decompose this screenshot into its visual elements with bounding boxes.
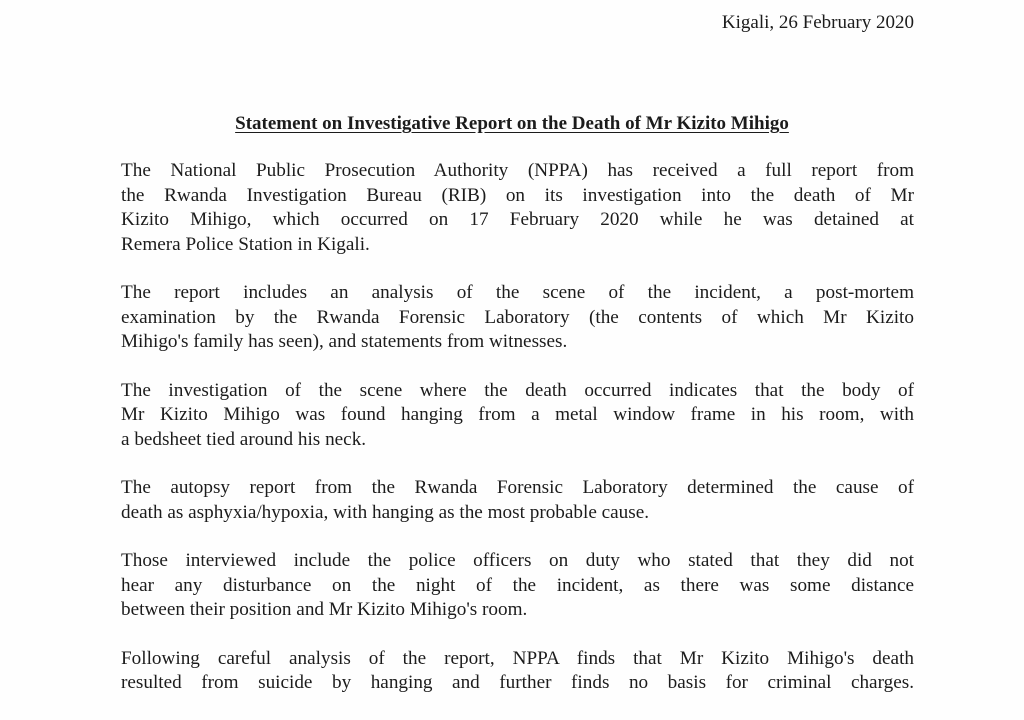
- text-line: the Rwanda Investigation Bureau (RIB) on its investigation into the death of Mr: [121, 184, 914, 206]
- text-line: resulted from suicide by hanging and further finds no basis for criminal charges.: [121, 672, 914, 693]
- paragraph-receipt: [121, 159, 914, 257]
- text-line: The National Public Prosecution Authority (NPPA) has received a full report from: [121, 160, 914, 181]
- paragraph-autopsy: [121, 476, 914, 525]
- text-line: The investigation of the scene where the death occurred indicates that the body of: [121, 379, 914, 401]
- text-line: Mr Kizito Mihigo was found hanging from a metal window frame in his room, with: [121, 404, 914, 425]
- text-line: death as asphyxia/hypoxia, with hanging as the most probable cause.: [121, 501, 650, 523]
- dateline: Kigali, 26 February 2020: [721, 12, 914, 33]
- paragraph-report-contents: [121, 281, 914, 355]
- text-line: Those interviewed include the police officers on duty who stated that they did not: [121, 550, 914, 571]
- text-line: Remera Police Station in Kigali.: [121, 233, 370, 255]
- text-line: examination by the Rwanda Forensic Laboratory (the contents of which Mr Kizito: [121, 306, 914, 328]
- text-line: The report includes an analysis of the scene of the incident, a post-mortem: [121, 282, 914, 303]
- text-line: hear any disturbance on the night of the incident, as there was some distance: [121, 574, 914, 596]
- text-line: Following careful analysis of the report, NPPA finds that Mr Kizito Mihigo's death: [121, 647, 914, 669]
- paragraph-conclusion: [121, 647, 914, 696]
- statement-title: Statement on Investigative Report on the Death of Mr Kizito Mihigo: [235, 113, 789, 134]
- paragraph-interviews: [121, 549, 914, 623]
- statement-body: [121, 159, 914, 720]
- text-line: a bedsheet tied around his neck.: [121, 428, 367, 450]
- text-line: Kizito Mihigo, which occurred on 17 February 2020 while he was detained at: [121, 209, 914, 230]
- paragraph-scene-investigation: [121, 379, 914, 453]
- text-line: between their position and Mr Kizito Mihigo's room.: [121, 599, 528, 620]
- text-line: Mihigo's family has seen), and statements from witnesses.: [121, 331, 568, 352]
- text-line: The autopsy report from the Rwanda Forensic Laboratory determined the cause of: [121, 477, 914, 498]
